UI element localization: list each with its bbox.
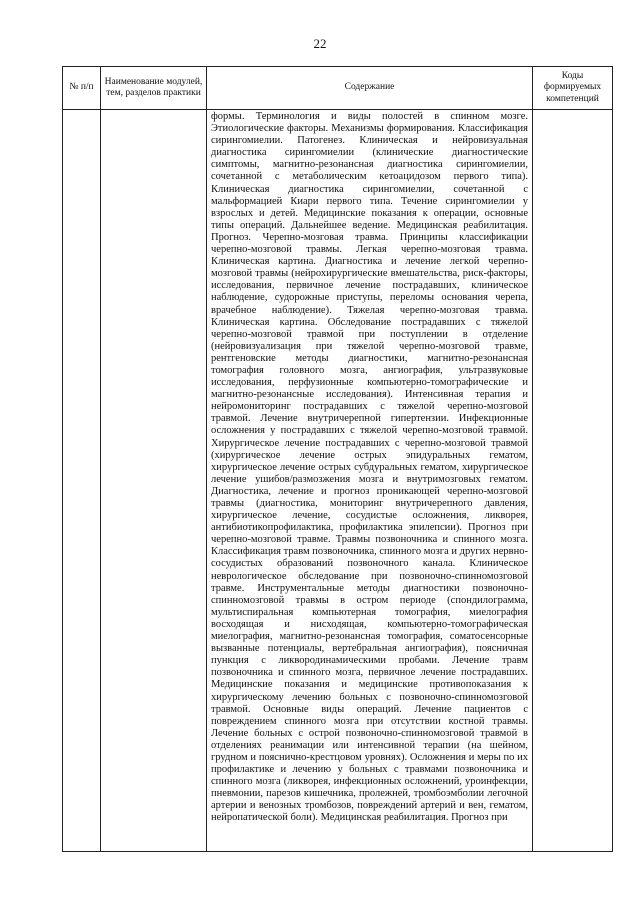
table-row xyxy=(63,110,613,852)
content-text: формы. Терминология и виды полостей в спинном мозге. Этиологические факторы. Механизмы формирования. Классификация сирингомиелии. Патогенез. Клиническая и нейровизуальная диагностика сирингомиелии (клинические диагностические симптомы, магнитно-резонансная диагностика сирингомиелии, сочетанной с метаболическим кетоацидозом первого типа). Клиническая диагностика сирингомиелии, сочетанной с мальформацией Киари первого типа. Течение сирингомиелии у взрослых и детей. Медицинские показания к операции, основные типы операций. Дальнейшее ведение. Медицинская реабилитация. Прогноз. Черепно-мозговая травма. Принципы классификации черепно-мозговой травмы. Легкая черепно-мозговая травма. Клиническая картина. Диагностика и лечение легкой черепно-мозговой травмы (нейрохирургические вмешательства, риск-факторы, исследования, первичное лечение пострадавших, клиническое наблюдение, судорожные приступы, переломы основания черепа, врачебное наблюдение). Тяжелая черепно-мозговая травма. Клиническая картина. Обследование пострадавших с тяжелой черепно-мозговой травмой при поступлении в отделение (нейровизуализация при тяжелой черепно-мозговой травме, рентгеновские методы диагностики, магнитно-резонансная томография головного мозга, ангиография, ультразвуковые исследования, перфузионные компьютерно-томографические и магнитно-резонансные исследования). Интенсивная терапия и нейромониторинг пострадавших с тяжелой черепно-мозговой травмой. Лечение внутричерепной гипертензии. Инфекционные осложнения у пострадавших с тяжелой черепно-мозговой травмой. Хирургическое лечение пострадавших с черепно-мозговой травмой (хирургическое лечение острых эпидуральных гематом, хирургическое лечение острых субдуральных гематом, хирургическое лечение ушибов/размозжения мозга и внутримозговых гематом. Диагностика, лечение и прогноз проникающей черепно-мозговой травмы (диагностика, мониторинг внутричерепного давления, хирургическое лечение, сосудистые осложнения, ликворея, антибиотикопрофилактика, профилактика эпилепсии). Прогноз при черепно-мозговой травме. Травмы позвоночника и спинного мозга. Классификация травм позвоночника, спинного мозга и других нервно-сосудистых образований позвоночного канала. Клиническое неврологическое обследование при позвоночно-спинномозговой травме. Инструментальные методы диагностики позвоночно-спинномозговой травмы в остром периоде (спондилограмма, мультиспиральная компьютерная томография, миелография восходящая и нисходящая, компьютерно-томографическая миелография, магнитно-резонансная томография, соматосенсорные вызванные потенциалы, вертебральная ангиография), поясничная пункция с ликвородинамическими пробами. Лечение травм позвоночника и спинного мозга, первичное лечение пострадавших. Медицинские показания и медицинские противопоказания к хирургическому лечению больных с позвоночно-спинномозговой травмой. Основные виды операций. Лечение пациентов с повреждением спинного мозга при отсутствии костной травмы. Лечение больных с острой позвоночно-спинномозговой травмой в отделениях реанимации или интенсивной терапии (на шейном, грудном и пояснично-крестцовом уровнях). Осложнения и меры по их профилактике и лечению у больных с травмами позвоночника и спинного мозга (ликворея, инфекционных осложнений, уроинфекции, пневмонии, парезов кишечника, пролежней, тромбоэмболии легочной артерии и венозных тромбозов, повреждений артерий и вен, гематом, нейропатической боли). Медицинская реабилитация. Прогноз при xyxy=(211,111,528,824)
header-competency-codes: Коды формируемых компетенций xyxy=(533,67,613,110)
page-number: 22 xyxy=(313,36,327,51)
row-content-cell xyxy=(207,110,533,852)
row-competency-codes-cell xyxy=(533,110,613,852)
curriculum-table xyxy=(62,66,613,852)
header-number: № п/п xyxy=(63,67,101,110)
header-module-name: Наименование модулей, тем, разделов практики xyxy=(101,67,207,110)
header-content: Содержание xyxy=(207,67,533,110)
row-module-name-cell xyxy=(101,110,207,852)
row-number-cell xyxy=(63,110,101,852)
table-header-row xyxy=(63,67,613,110)
